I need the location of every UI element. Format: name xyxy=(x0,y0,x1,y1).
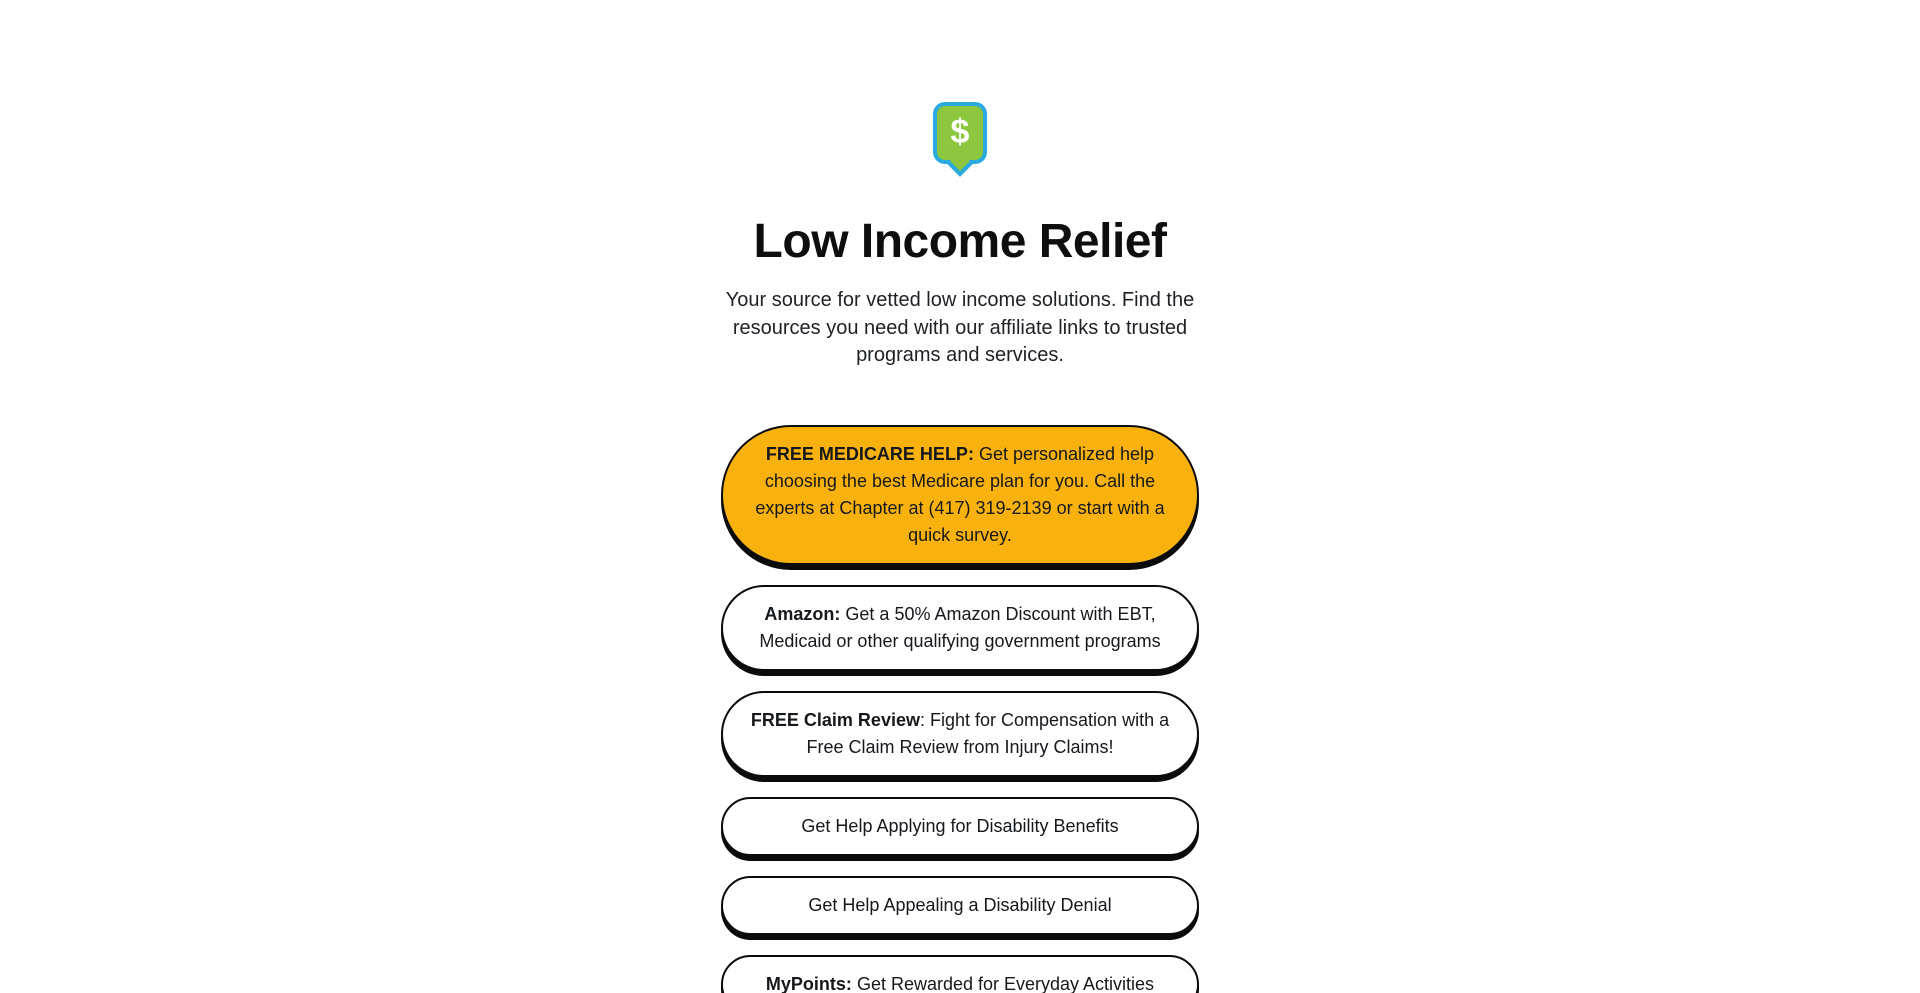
link-label: Amazon: xyxy=(764,603,841,624)
link-text: Get Help Appealing a Disability Denial xyxy=(808,894,1112,915)
link-disability-denial-appeal[interactable] xyxy=(721,876,1199,935)
pin-tail xyxy=(947,151,972,176)
link-list xyxy=(721,425,1199,993)
link-text: Get Rewarded for Everyday Activities xyxy=(851,973,1155,993)
link-label: FREE MEDICARE HELP: xyxy=(765,443,974,464)
link-disability-benefits-help[interactable] xyxy=(721,797,1199,856)
link-mypoints-rewards[interactable] xyxy=(721,955,1199,993)
dollar-sign-glyph: $ xyxy=(950,113,970,151)
link-text: Get Help Applying for Disability Benefits xyxy=(801,815,1119,836)
link-text: Get personalized help choosing the best Medicare plan for you. Call the experts at Chapter at (417) 319-2139 or start with a quick survey. xyxy=(755,443,1165,545)
link-in-bio-page xyxy=(721,0,1199,993)
link-free-medicare-help[interactable] xyxy=(721,425,1199,565)
link-free-claim-review[interactable] xyxy=(721,691,1199,777)
link-text: Get a 50% Amazon Discount with EBT, Medicaid or other qualifying government programs xyxy=(759,603,1161,651)
link-label: MyPoints: xyxy=(765,973,852,993)
link-text: : Fight for Compensation with a Free Claim Review from Injury Claims! xyxy=(806,709,1170,757)
link-label: FREE Claim Review xyxy=(750,709,920,730)
page-subtitle: Your source for vetted low income solutions. Find the resources you need with our affiliate links to trusted programs and services. xyxy=(725,289,1195,367)
link-amazon-ebt-discount[interactable] xyxy=(721,585,1199,671)
dollar-pin-logo-icon xyxy=(933,102,987,164)
page-title: Low Income Relief xyxy=(753,215,1167,268)
